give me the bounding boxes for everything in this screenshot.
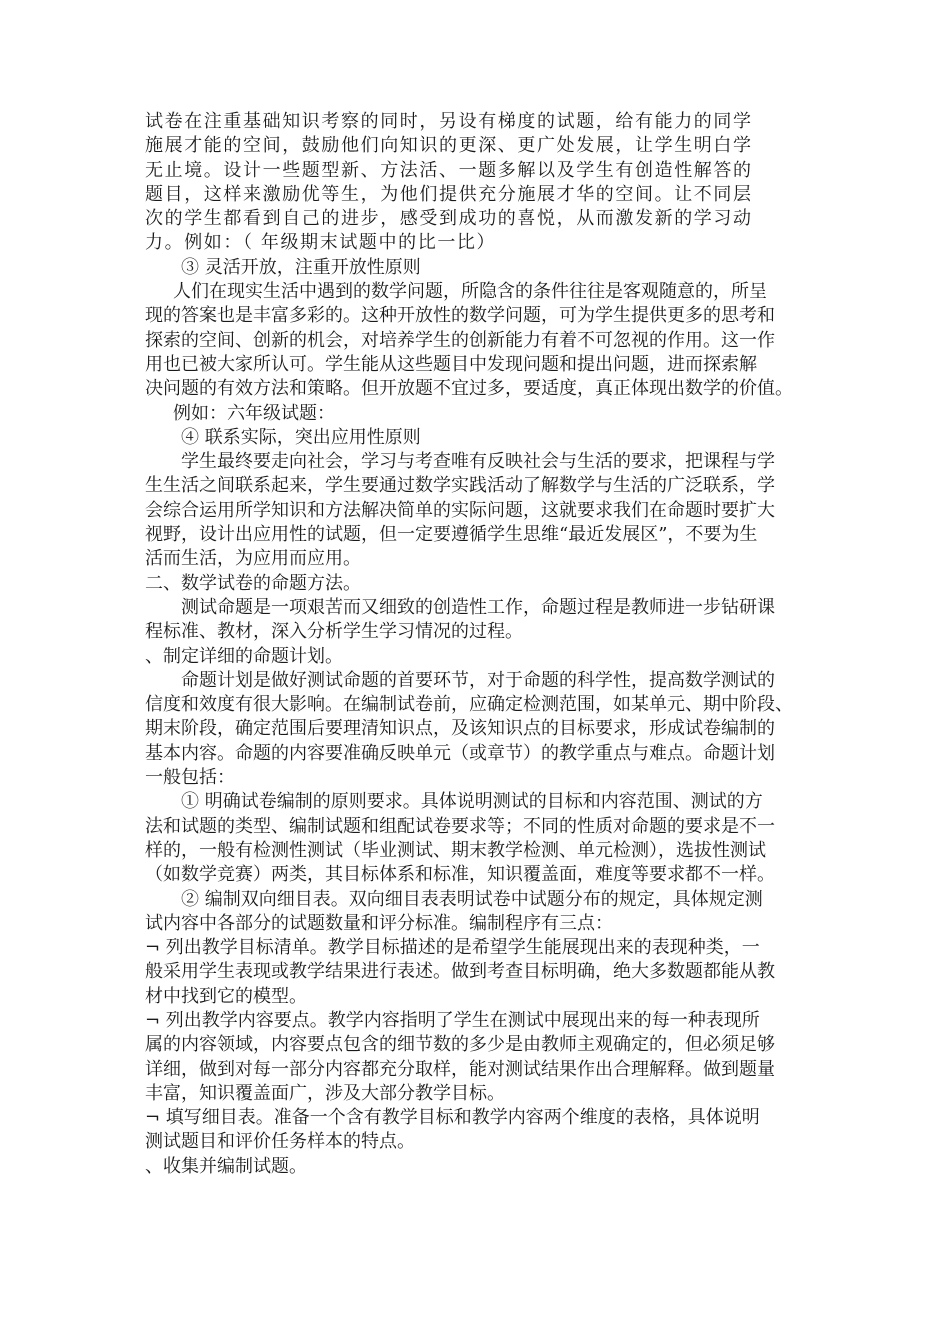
subsection-heading: 、收集并编制试题。 [145, 1155, 307, 1177]
subsection-heading: 、制定详细的命题计划。 [145, 645, 343, 667]
list-item: ¬ 列出教学目标清单。教学目标描述的是希望学生能展现出来的表现种类，一 [145, 937, 760, 959]
text-line: （如数学竞赛）两类，其目标体系和标准，知识覆盖面，难度等要求都不一样。 [145, 864, 775, 886]
text-line: 施展才能的空间，鼓励他们向知识的更深、更广处发展，让学生明白学 [145, 135, 753, 157]
text-line: 期末阶段，确定范围后要理清知识点，及该知识点的目标要求，形成试卷编制的 [145, 718, 775, 740]
list-item: ¬ 列出教学内容要点。教学内容指明了学生在测试中展现出来的每一种表现所 [145, 1009, 760, 1031]
text-line: 次的学生都看到自己的进步，感受到成功的喜悦，从而激发新的学习动 [145, 208, 753, 230]
text-line: 基本内容。命题的内容要准确反映单元（或章节）的教学重点与难点。命题计划 [145, 742, 775, 764]
text-line: 测试命题是一项艰苦而又细致的创造性工作，命题过程是教师进一步钻研课 [181, 596, 775, 618]
text-line: 丰富，知识覆盖面广，涉及大部分教学目标。 [145, 1082, 505, 1104]
text-line: ② 编制双向细目表。双向细目表表明试卷中试题分布的规定，具体规定测 [181, 888, 763, 910]
text-line: 试卷在注重基础知识考察的同时，另设有梯度的试题，给有能力的同学 [145, 111, 753, 132]
text-line: 详细，做到对每一部分内容都充分取样，能对测试结果作出合理解释。做到题量 [145, 1058, 775, 1080]
text-line: ① 明确试卷编制的原则要求。具体说明测试的目标和内容范围、测试的方 [181, 791, 763, 813]
text-line: 法和试题的类型、编制试题和组配试卷要求等；不同的性质对命题的要求是不一 [145, 815, 775, 837]
section-heading: ④ 联系实际，突出应用性原则 [181, 426, 421, 448]
section-heading: 二、数学试卷的命题方法。 [145, 572, 361, 594]
text-line: 样的，一般有检测性测试（毕业测试、期末教学检测、单元检测），选拔性测试 [145, 839, 766, 861]
text-line: 命题计划是做好测试命题的首要环节，对于命题的科学性，提高数学测试的 [181, 669, 775, 691]
text-line: 属的内容领域，内容要点包含的细节数的多少是由教师主观确定的，但必须足够 [145, 1034, 775, 1056]
text-line: 会综合运用所学知识和方法解决简单的实际问题，这就要求我们在命题时要扩大 [145, 499, 775, 521]
document-page [145, 110, 845, 1179]
text-line: 力。例如：（ 年级期末试题中的比一比） [145, 232, 497, 254]
text-line: 例如：六年级试题： [173, 402, 335, 424]
text-line: 探索的空间、创新的机会，对培养学生的创新能力有着不可忽视的作用。这一作 [145, 329, 775, 351]
section-heading: ③ 灵活开放，注重开放性原则 [181, 256, 421, 278]
text-line: 学生最终要走向社会，学习与考查唯有反映社会与生活的要求，把课程与学 [181, 451, 775, 473]
text-line: 用也已被大家所认可。学生能从这些题目中发现问题和提出问题，进而探索解 [145, 353, 757, 375]
text-line: 试内容中各部分的试题数量和评分标准。编制程序有三点： [145, 912, 613, 934]
text-line: 活而生活，为应用而应用。 [145, 548, 361, 570]
text-line: 材中找到它的模型。 [145, 985, 307, 1007]
text-line: 现的答案也是丰富多彩的。这种开放性的数学问题，可为学生提供更多的思考和 [145, 305, 775, 327]
text-line: 般采用学生表现或教学结果进行表述。做到考查目标明确，绝大多数题都能从教 [145, 961, 775, 983]
text-line: 视野，设计出应用性的试题，但一定要遵循学生思维“最近发展区”，不要为生 [145, 524, 758, 546]
text-line: 信度和效度有很大影响。在编制试卷前，应确定检测范围，如某单元、期中阶段、 [145, 694, 793, 716]
text-line: 题目，这样来激励优等生，为他们提供充分施展才华的空间。让不同层 [145, 183, 753, 205]
list-item: ¬ 填写细目表。准备一个含有教学目标和教学内容两个维度的表格，具体说明 [145, 1107, 760, 1129]
text-line: 测试题目和评价任务样本的特点。 [145, 1131, 415, 1153]
text-line: 生生活之间联系起来，学生要通过数学实践活动了解数学与生活的广泛联系，学 [145, 475, 775, 497]
text-line: 程标准、教材，深入分析学生学习情况的过程。 [145, 621, 523, 643]
text-line: 决问题的有效方法和策略。但开放题不宜过多，要适度，真正体现出数学的价值。 [145, 378, 793, 400]
text-line: 一般包括： [145, 767, 235, 789]
text-line: 无止境。设计一些题型新、方法活、一题多解以及学生有创造性解答的 [145, 159, 753, 181]
text-line: 人们在现实生活中遇到的数学问题，所隐含的条件往往是客观随意的，所呈 [173, 281, 767, 303]
